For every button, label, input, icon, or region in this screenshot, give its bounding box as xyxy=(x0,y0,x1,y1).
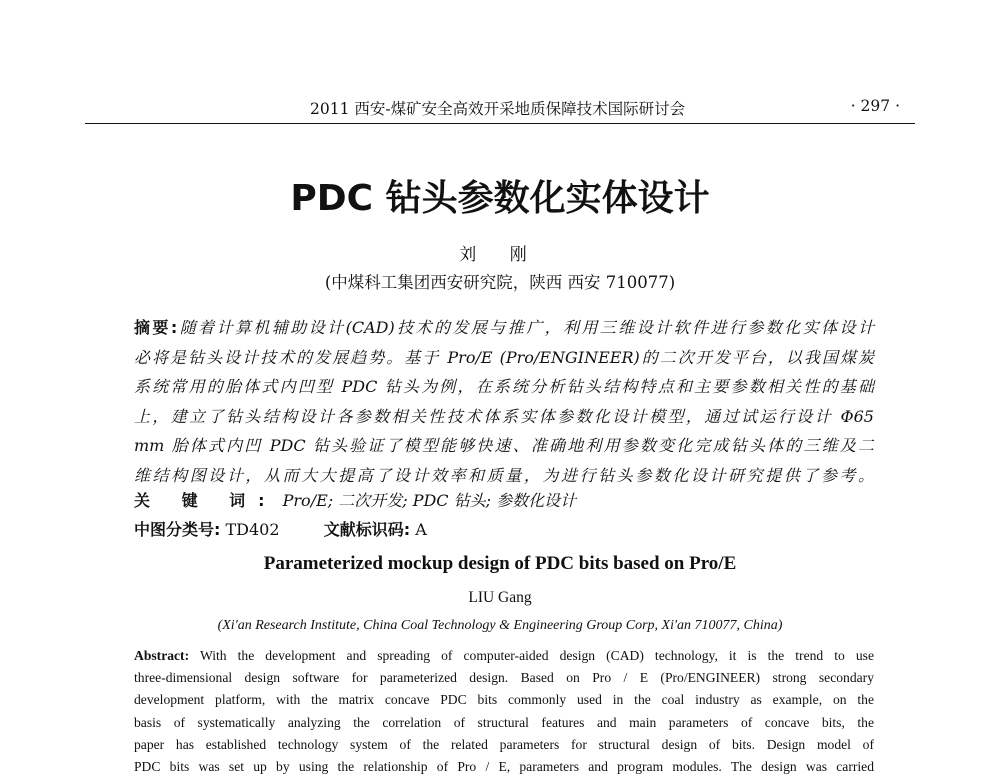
conference-name: 2011 西安-煤矿安全高效开采地质保障技术国际研讨会 xyxy=(310,100,686,118)
english-abstract xyxy=(134,645,874,778)
author-affiliation: (中煤科工集团西安研究院，陕西 西安 710077) xyxy=(324,273,676,292)
en-abstract-line-3: development platform, with the matrix concave PDC bits commonly used in the coal industry as example, on the xyxy=(134,692,874,708)
cn-abstract-line-6: 维结构图设计，从而大大提高了设计效率和质量，为进行钻头参数化设计研究提供了参考。 xyxy=(134,465,874,485)
classification-line xyxy=(134,517,427,540)
keywords-value: Pro/E; 二次开发; PDC 钻头; 参数化设计 xyxy=(282,491,577,510)
clc-value: TD402 xyxy=(225,520,280,539)
english-title: Parameterized mockup design of PDC bits based on Pro/E xyxy=(263,553,737,574)
en-abstract-line-5: paper has established technology system of the related parameters for structural design of bits. Design model of xyxy=(134,736,874,752)
cn-abstract-label: 摘要: xyxy=(134,318,178,337)
en-abstract-line-2: three-dimensional design software for parameterized design. Based on Pro / E (Pro/ENGINEER) strong secondary xyxy=(134,670,874,686)
cn-abstract-line-5: mm 胎体式内凹 PDC 钻头验证了模型能够快速、准确地利用参数变化完成钻头体的三维及二 xyxy=(134,436,874,455)
page-number: · 297 · xyxy=(850,97,900,115)
clc-label: 中图分类号: xyxy=(134,520,221,539)
cn-abstract-line-1 xyxy=(134,313,874,343)
en-abstract-text: With the development and spreading of computer-aided design (CAD) technology, it is the trend to use xyxy=(199,648,874,663)
running-header xyxy=(85,95,915,124)
en-abstract-label: Abstract: xyxy=(134,648,190,663)
chinese-abstract xyxy=(134,313,874,490)
cn-abstract-text: 随着计算机辅助设计(CAD)技术的发展与推广，利用三维设计软件进行参数化实体设计 xyxy=(177,318,874,337)
en-abstract-line-1 xyxy=(134,645,874,667)
en-abstract-line-6: PDC bits was set up by using the relationship of Pro / E, parameters and program modules. The design was carried xyxy=(134,759,874,775)
cn-abstract-line-2: 必将是钻头设计技术的发展趋势。基于 Pro/E (Pro/ENGINEER)的二次开发平台，以我国煤炭 xyxy=(134,347,874,367)
author-name: 刘 刚 xyxy=(459,245,541,265)
doc-code-label: 文献标识码: xyxy=(323,520,411,539)
english-author: LIU Gang xyxy=(468,589,532,606)
cn-abstract-line-3: 系统常用的胎体式内凹型 PDC 钻头为例，在系统分析钻头结构特点和主要参数相关性的基础 xyxy=(134,377,874,396)
keywords-line xyxy=(134,488,576,511)
doc-code-value: A xyxy=(415,520,427,539)
en-abstract-line-4: basis of systematically analyzing the correlation of structural features and main parameters of concave bits, the xyxy=(134,714,874,730)
cn-abstract-line-4: 上，建立了钻头结构设计各参数相关性技术体系实体参数化设计模型，通过试运行设计 Φ65 xyxy=(134,406,874,426)
keywords-label: 关 键 词: xyxy=(134,491,278,510)
paper-title: PDC 钻头参数化实体设计 xyxy=(290,178,710,219)
english-affiliation: (Xi'an Research Institute, China Coal Technology & Engineering Group Corp, Xi'an 710077, China) xyxy=(217,618,783,633)
